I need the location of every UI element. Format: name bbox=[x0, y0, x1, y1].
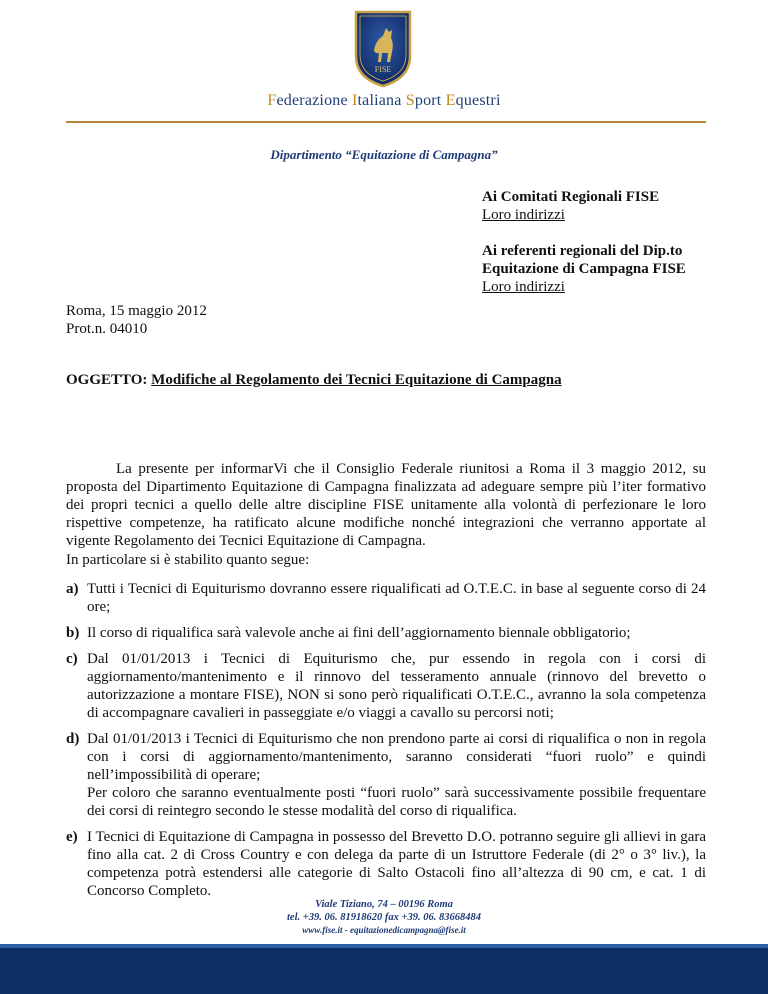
subject-text: Modifiche al Regolamento dei Tecnici Equitazione di Campagna bbox=[151, 372, 562, 388]
list-item bbox=[66, 650, 706, 722]
header-divider bbox=[66, 121, 706, 123]
item-label: c) bbox=[66, 651, 78, 667]
item-label: e) bbox=[66, 829, 78, 845]
footer-bar bbox=[0, 944, 768, 994]
subject-label: OGGETTO: bbox=[66, 372, 148, 388]
fise-logo bbox=[350, 6, 416, 88]
item-text: Dal 01/01/2013 i Tecnici di Equiturismo che, pur essendo in regola con i corsi di aggiornamento/mantenimento e il rinnovo del tesseramento annuale (rinnovo del brevetto o autorizzazione a montare FISE), NON si sono però riqualificati O.T.E.C., avranno la sola competenza di accompagnare cavalieri in passeggiate e/o viaggi a cavallo su percorsi noti; bbox=[87, 651, 706, 721]
recipients-block bbox=[482, 188, 686, 296]
protocol-number: Prot.n. 04010 bbox=[66, 321, 148, 337]
federation-name: Federazione Italiana Sport Equestri bbox=[267, 92, 501, 109]
footer-bar-stripe bbox=[0, 944, 768, 948]
footer-web: www.fise.it - equitazionedicampagna@fise.it bbox=[302, 925, 466, 935]
recipient-1-address: Loro indirizzi bbox=[482, 207, 565, 223]
in-particolare-line: In particolare si è stabilito quanto segue: bbox=[66, 552, 310, 568]
date-protocol bbox=[66, 302, 207, 338]
footer-address: Viale Tiziano, 74 – 00196 Roma bbox=[315, 899, 453, 910]
recipient-2-line2: Equitazione di Campagna FISE bbox=[482, 261, 686, 277]
item-text: I Tecnici di Equitazione di Campagna in possesso del Brevetto D.O. potranno seguire gli allievi in gara fino alla cat. 2 di Cross Country e con delega da parte di un Istruttore Federale (di 2° o 3° liv.), la competenza potrà estendersi alle categorie di Salto Ostacoli fino all’altezza di 90 cm, e cat. 1 di Concorso Completo. bbox=[87, 829, 706, 899]
list-item bbox=[66, 580, 706, 616]
footer-phone: tel. +39. 06. 81918620 fax +39. 06. 83668484 bbox=[287, 912, 481, 923]
item-label: b) bbox=[66, 625, 80, 641]
recipient-2-address: Loro indirizzi bbox=[482, 279, 565, 295]
recipient-2-line1: Ai referenti regionali del Dip.to bbox=[482, 243, 683, 259]
department-title: Dipartimento “Equitazione di Campagna” bbox=[270, 147, 498, 162]
intro-paragraph: La presente per informarVi che il Consiglio Federale riunitosi a Roma il 3 maggio 2012, su proposta del Dipartimento Equitazione di Campagna finalizzata ad adeguare sempre più l’iter formativo dei propri tecnici a quello delle altre discipline FISE unitamente alla volontà di perfezionare le loro rispettive competenze, ha ratificato alcune modifiche nonché integrazioni che verranno apportate al vigente Regolamento dei Tecnici Equitazione di Campagna. bbox=[66, 461, 706, 549]
logo-text: FISE bbox=[374, 65, 392, 74]
recipient-1-name: Ai Comitati Regionali FISE bbox=[482, 189, 660, 205]
item-label: a) bbox=[66, 581, 79, 597]
list-item bbox=[66, 828, 706, 900]
item-label: d) bbox=[66, 731, 80, 747]
item-text: Il corso di riqualifica sarà valevole anche ai fini dell’aggiornamento biennale obbligatorio; bbox=[87, 625, 631, 641]
item-text-continued: Per coloro che saranno eventualmente posti “fuori ruolo” sarà successivamente possibile frequentare dei corsi di reintegro secondo le stesse modalità del corso di riqualifica. bbox=[87, 785, 706, 819]
item-text: Dal 01/01/2013 i Tecnici di Equiturismo che non prendono parte ai corsi di riqualifica o non in regola con i corsi di aggiornamento/mantenimento, saranno considerati “fuori ruolo” e quindi nell’impossibilità di operare; bbox=[87, 731, 706, 783]
item-text: Tutti i Tecnici di Equiturismo dovranno essere riqualificati ad O.T.E.C. in base al seguente corso di 24 ore; bbox=[87, 581, 706, 615]
list-item bbox=[66, 624, 706, 642]
provisions-list bbox=[66, 580, 706, 908]
letter-date: Roma, 15 maggio 2012 bbox=[66, 303, 207, 319]
footer-contacts bbox=[0, 898, 768, 936]
subject-line bbox=[66, 372, 562, 389]
list-item bbox=[66, 730, 706, 820]
